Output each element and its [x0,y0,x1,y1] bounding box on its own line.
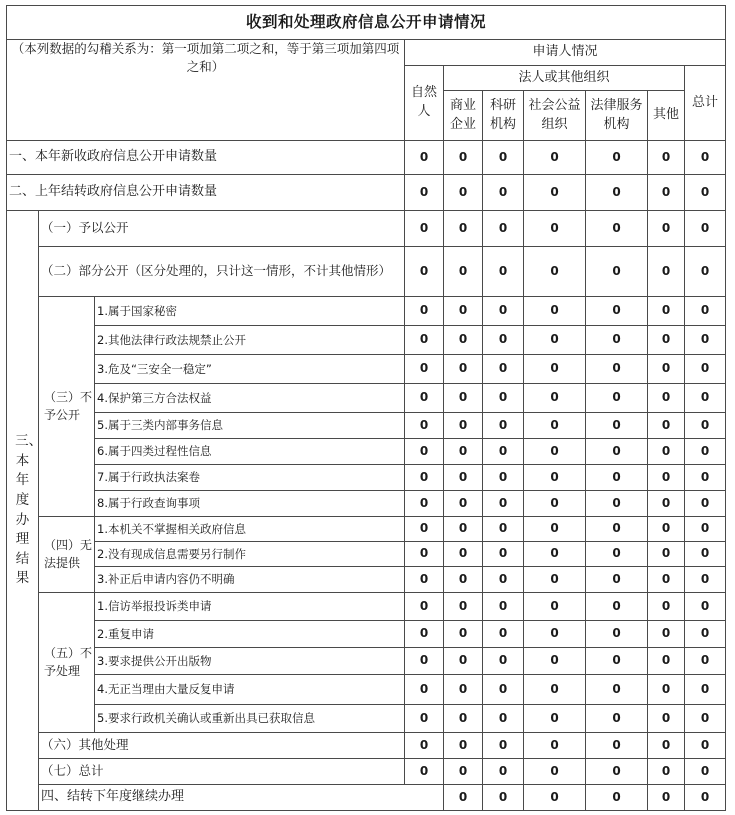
value-cell: 0 [648,733,685,759]
value-cell: 0 [483,211,524,247]
value-cell: 0 [685,141,726,175]
value-cell: 0 [444,567,483,593]
value-cell: 0 [483,175,524,211]
value-cell: 0 [648,413,685,439]
value-cell: 0 [444,593,483,621]
row-label: 1.本机关不掌握相关政府信息 [95,517,405,542]
row-label: 1.属于国家秘密 [95,297,405,326]
value-cell: 0 [405,439,444,465]
header-legal-or-other-org: 法人或其他组织 [444,66,685,91]
value-cell: 0 [586,759,648,785]
value-cell: 0 [444,439,483,465]
value-cell: 0 [405,465,444,491]
value-cell: 0 [648,384,685,413]
value-cell: 0 [405,733,444,759]
row-label: 2.重复申请 [95,621,405,648]
value-cell: 0 [648,675,685,705]
value-cell: 0 [685,439,726,465]
value-cell: 0 [648,621,685,648]
value-cell: 0 [685,465,726,491]
value-cell: 0 [685,517,726,542]
value-cell: 0 [648,355,685,384]
value-cell: 0 [648,465,685,491]
value-cell: 0 [483,439,524,465]
row-label: 2.其他法律行政法规禁止公开 [95,326,405,355]
value-cell: 0 [648,491,685,517]
value-cell: 0 [685,542,726,567]
value-cell: 0 [524,593,586,621]
value-cell: 0 [524,465,586,491]
header-note: （本列数据的勾稽关系为：第一项加第二项之和，等于第三项加第四项之和） [7,40,405,141]
row-label: （一）予以公开 [39,211,405,247]
value-cell: 0 [483,759,524,785]
table-row [7,175,726,211]
table-row [7,413,726,439]
table-row [7,705,726,733]
row-label: 4.保护第三方合法权益 [95,384,405,413]
value-cell: 0 [524,211,586,247]
table-row [7,675,726,705]
value-cell: 0 [685,621,726,648]
row-label: 二、上年结转政府信息公开申请数量 [7,175,405,211]
value-cell: 0 [405,705,444,733]
table-row [7,733,726,759]
value-cell: 0 [405,175,444,211]
header-other: 其他 [648,91,685,141]
value-cell: 0 [648,567,685,593]
value-cell: 0 [586,675,648,705]
value-cell: 0 [586,517,648,542]
value-cell: 0 [586,413,648,439]
row-label: 6.属于四类过程性信息 [95,439,405,465]
value-cell: 0 [685,705,726,733]
value-cell: 0 [405,326,444,355]
value-cell: 0 [444,355,483,384]
value-cell: 0 [483,247,524,297]
row-label: 8.属于行政查询事项 [95,491,405,517]
value-cell: 0 [444,621,483,648]
value-cell: 0 [483,141,524,175]
table-row [7,141,726,175]
value-cell: 0 [405,593,444,621]
value-cell: 0 [586,439,648,465]
value-cell: 0 [524,675,586,705]
value-cell: 0 [444,675,483,705]
value-cell: 0 [405,211,444,247]
group-not-processed-label: （五）不予处理 [39,593,95,733]
value-cell: 0 [685,733,726,759]
table-row [7,247,726,297]
value-cell: 0 [685,648,726,675]
row-label: 3.危及“三安全一稳定” [95,355,405,384]
value-cell: 0 [405,567,444,593]
value-cell: 0 [685,567,726,593]
header-research-institution: 科研机构 [483,91,524,141]
value-cell: 0 [586,621,648,648]
value-cell: 0 [685,675,726,705]
row-label: 一、本年新收政府信息公开申请数量 [7,141,405,175]
table-row [7,648,726,675]
value-cell: 0 [444,247,483,297]
group-cannot-provide-label: （四）无法提供 [39,517,95,593]
header-total: 总计 [685,66,726,141]
value-cell: 0 [648,759,685,785]
value-cell: 0 [444,326,483,355]
value-cell: 0 [483,733,524,759]
value-cell: 0 [444,297,483,326]
value-cell: 0 [586,733,648,759]
table-row [7,326,726,355]
value-cell: 0 [483,705,524,733]
row-label: 四、结转下年度继续办理 [39,785,444,811]
value-cell: 0 [586,175,648,211]
value-cell: 0 [648,141,685,175]
table-row [7,785,726,811]
value-cell: 0 [444,705,483,733]
value-cell: 0 [586,355,648,384]
header-commercial-enterprise: 商业企业 [444,91,483,141]
value-cell: 0 [685,247,726,297]
value-cell: 0 [483,648,524,675]
value-cell: 0 [524,413,586,439]
value-cell: 0 [648,247,685,297]
value-cell: 0 [586,384,648,413]
value-cell: 0 [483,517,524,542]
value-cell: 0 [405,141,444,175]
row-label: 4.无正当理由大量反复申请 [95,675,405,705]
value-cell: 0 [483,675,524,705]
value-cell: 0 [483,297,524,326]
value-cell: 0 [444,517,483,542]
value-cell: 0 [648,326,685,355]
value-cell: 0 [405,759,444,785]
value-cell: 0 [444,785,483,811]
info-disclosure-table [6,5,726,811]
value-cell: 0 [685,413,726,439]
value-cell: 0 [405,491,444,517]
value-cell: 0 [483,465,524,491]
value-cell: 0 [405,648,444,675]
group-not-disclosed-label: （三）不予公开 [39,297,95,517]
table-row [7,465,726,491]
value-cell: 0 [586,326,648,355]
table-row [7,491,726,517]
value-cell: 0 [444,733,483,759]
value-cell: 0 [444,384,483,413]
row-label: 1.信访举报投诉类申请 [95,593,405,621]
value-cell: 0 [586,297,648,326]
row-label: 2.没有现成信息需要另行制作 [95,542,405,567]
value-cell: 0 [648,439,685,465]
value-cell: 0 [483,567,524,593]
table-row [7,355,726,384]
value-cell: 0 [648,542,685,567]
value-cell: 0 [524,621,586,648]
value-cell: 0 [685,175,726,211]
table-title: 收到和处理政府信息公开申请情况 [7,6,726,40]
value-cell: 0 [648,785,685,811]
value-cell: 0 [405,384,444,413]
table-row [7,621,726,648]
value-cell: 0 [586,567,648,593]
value-cell: 0 [586,465,648,491]
value-cell: 0 [648,297,685,326]
table-row [7,567,726,593]
value-cell: 0 [586,247,648,297]
value-cell: 0 [685,384,726,413]
value-cell: 0 [524,297,586,326]
header-public-welfare-org: 社会公益组织 [524,91,586,141]
value-cell: 0 [483,326,524,355]
value-cell: 0 [586,211,648,247]
table-row [7,517,726,542]
row-label: （六）其他处理 [39,733,405,759]
value-cell: 0 [405,297,444,326]
table-row [7,211,726,247]
value-cell: 0 [483,355,524,384]
value-cell: 0 [524,648,586,675]
table-row [7,384,726,413]
value-cell: 0 [483,491,524,517]
row-label: 7.属于行政执法案卷 [95,465,405,491]
value-cell: 0 [524,141,586,175]
value-cell: 0 [405,355,444,384]
value-cell: 0 [444,648,483,675]
header-applicant-situation: 申请人情况 [405,40,726,66]
row-label: 3.补正后申请内容仍不明确 [95,567,405,593]
value-cell: 0 [685,297,726,326]
value-cell: 0 [648,648,685,675]
value-cell: 0 [524,355,586,384]
row-label: （七）总计 [39,759,405,785]
value-cell: 0 [586,785,648,811]
table-row [7,297,726,326]
value-cell: 0 [524,567,586,593]
value-cell: 0 [405,621,444,648]
row-label: 5.属于三类内部事务信息 [95,413,405,439]
table-row [7,759,726,785]
value-cell: 0 [524,247,586,297]
value-cell: 0 [648,211,685,247]
value-cell: 0 [648,175,685,211]
value-cell: 0 [586,141,648,175]
value-cell: 0 [524,175,586,211]
table-row [7,542,726,567]
value-cell: 0 [648,517,685,542]
value-cell: 0 [444,491,483,517]
value-cell: 0 [648,593,685,621]
value-cell: 0 [483,542,524,567]
value-cell: 0 [483,593,524,621]
header-natural-person: 自然人 [405,66,444,141]
value-cell: 0 [405,517,444,542]
value-cell: 0 [444,465,483,491]
value-cell: 0 [444,211,483,247]
value-cell: 0 [524,384,586,413]
value-cell: 0 [444,413,483,439]
value-cell: 0 [685,211,726,247]
value-cell: 0 [524,491,586,517]
value-cell: 0 [685,759,726,785]
value-cell: 0 [444,759,483,785]
value-cell: 0 [483,621,524,648]
value-cell: 0 [524,517,586,542]
value-cell: 0 [524,326,586,355]
row-label: 5.要求行政机关确认或重新出具已获取信息 [95,705,405,733]
value-cell: 0 [586,491,648,517]
value-cell: 0 [524,785,586,811]
value-cell: 0 [405,542,444,567]
value-cell: 0 [405,675,444,705]
value-cell: 0 [685,326,726,355]
value-cell: 0 [444,542,483,567]
section-3-text: 三、本年度办理结果 [15,433,43,587]
header-legal-service-org: 法律服务机构 [586,91,648,141]
value-cell: 0 [524,439,586,465]
value-cell: 0 [524,542,586,567]
section-3-label [7,211,43,811]
value-cell: 0 [405,413,444,439]
value-cell: 0 [685,785,726,811]
value-cell: 0 [586,705,648,733]
value-cell: 0 [405,247,444,297]
value-cell: 0 [586,593,648,621]
row-label: （二）部分公开（区分处理的，只计这一情形，不计其他情形） [39,247,405,297]
value-cell: 0 [524,733,586,759]
value-cell: 0 [524,705,586,733]
value-cell: 0 [685,355,726,384]
value-cell: 0 [586,648,648,675]
value-cell: 0 [685,593,726,621]
row-label: 3.要求提供公开出版物 [95,648,405,675]
value-cell: 0 [483,785,524,811]
value-cell: 0 [483,413,524,439]
table-row [7,439,726,465]
value-cell: 0 [444,175,483,211]
value-cell: 0 [685,491,726,517]
value-cell: 0 [444,141,483,175]
value-cell: 0 [586,542,648,567]
value-cell: 0 [524,759,586,785]
value-cell: 0 [648,705,685,733]
table-row [7,593,726,621]
value-cell: 0 [483,384,524,413]
